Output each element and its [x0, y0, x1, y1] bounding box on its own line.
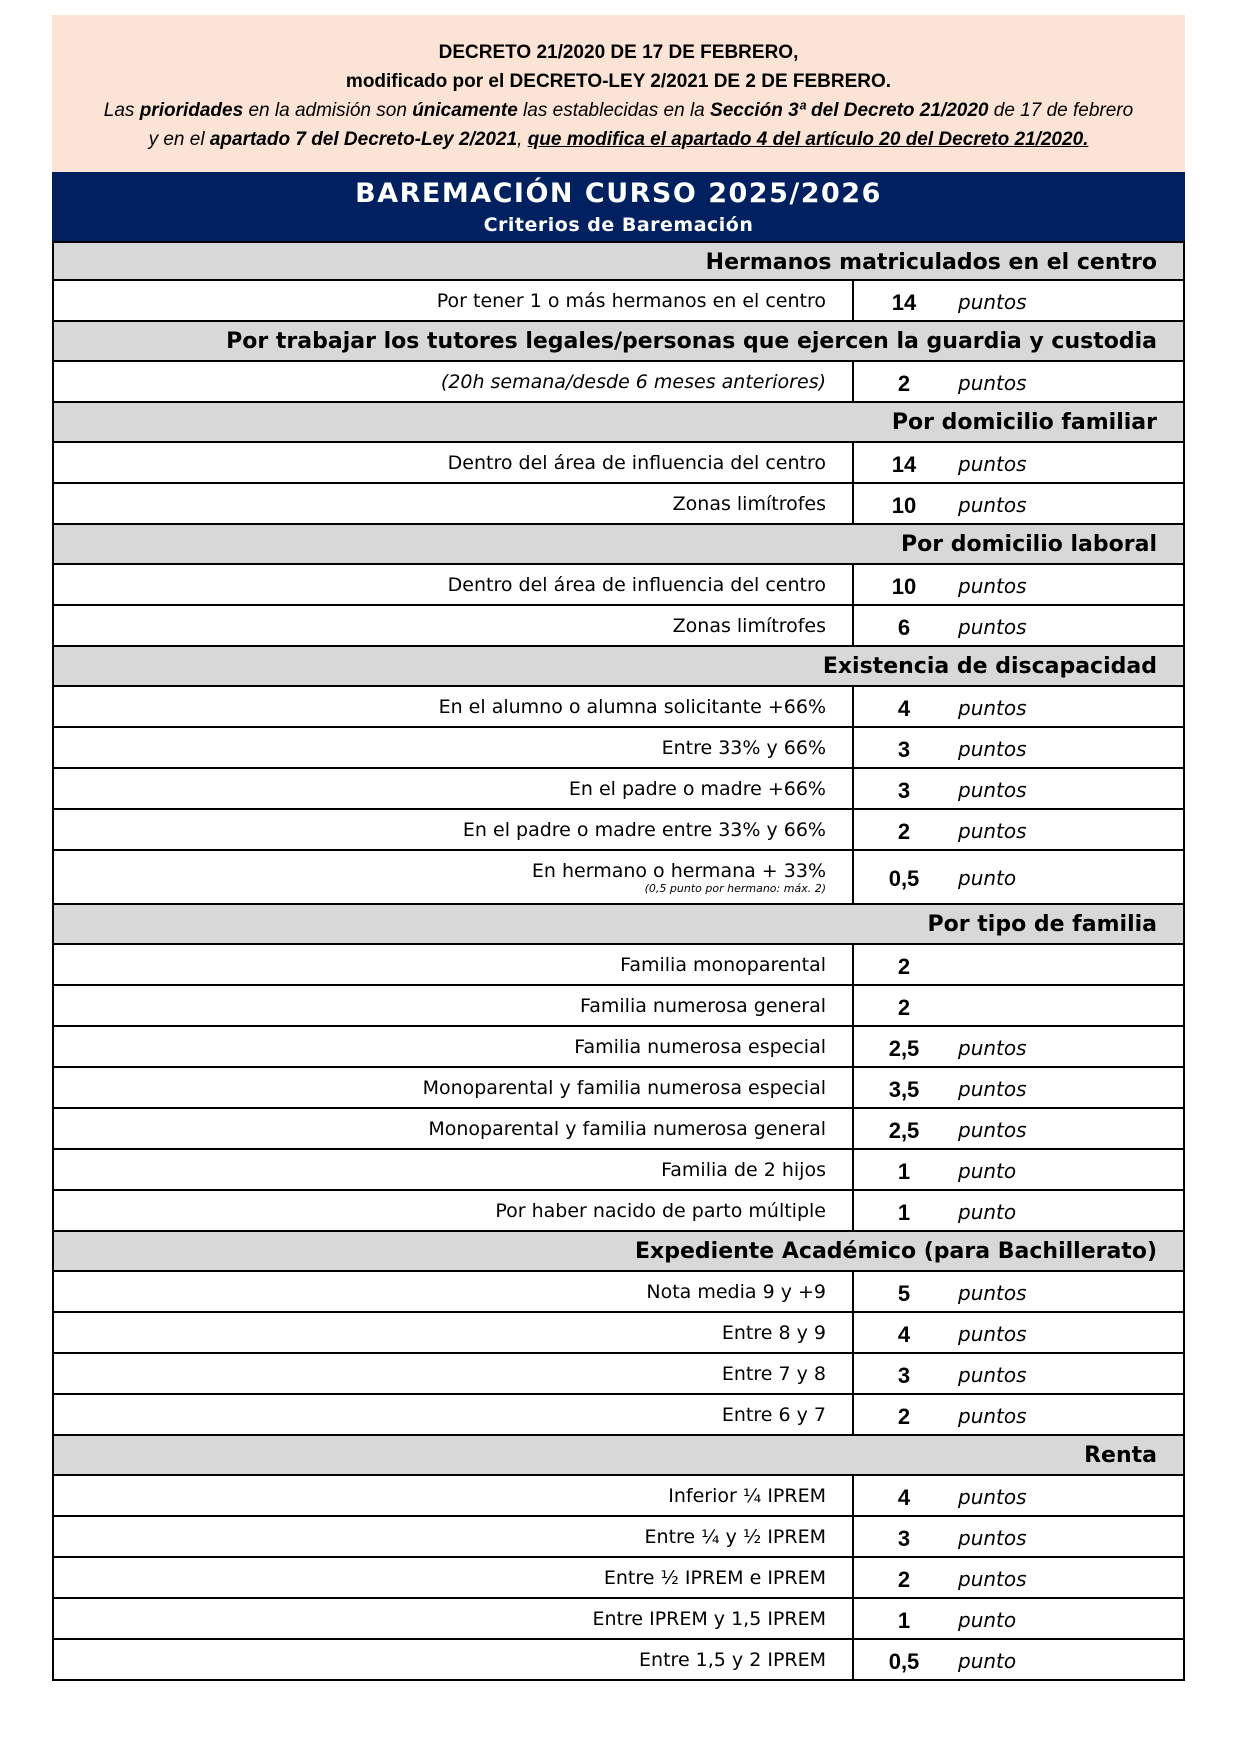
section-header: Hermanos matriculados en el centro [54, 241, 1183, 281]
criterion-row [54, 986, 1183, 1027]
criterion-row [54, 1558, 1183, 1599]
section-header: Expediente Académico (para Bachillerato) [54, 1232, 1183, 1272]
scoring-table [52, 172, 1185, 1681]
criterion-label: Inferior ¼ IPREM [668, 1484, 826, 1507]
criterion-description [54, 986, 854, 1025]
criterion-label: Entre ¼ y ½ IPREM [644, 1525, 826, 1548]
criterion-note: (0,5 punto por hermano: máx. 2) [644, 881, 826, 895]
criterion-description [54, 1150, 854, 1189]
criterion-label: Zonas limítrofes [672, 614, 826, 637]
points-unit: punto [958, 1607, 1017, 1632]
points-unit: punto [958, 1199, 1017, 1224]
points-unit: puntos [958, 1321, 1027, 1346]
points-unit: puntos [958, 1117, 1027, 1142]
criterion-row [54, 1068, 1183, 1109]
criterion-points: 1 [897, 1199, 911, 1225]
criterion-points: 10 [891, 492, 917, 518]
criterion-row [54, 565, 1183, 606]
criterion-label: Entre 8 y 9 [721, 1321, 826, 1344]
criterion-label: En el padre o madre entre 33% y 66% [462, 818, 826, 841]
section-header: Existencia de discapacidad [54, 647, 1183, 687]
criterion-points: 3 [897, 1362, 911, 1388]
criterion-row [54, 606, 1183, 647]
criterion-points: 2 [897, 818, 911, 844]
criterion-points: 3,5 [888, 1076, 920, 1102]
criterion-row [54, 1395, 1183, 1436]
criterion-points: 5 [897, 1280, 911, 1306]
criterion-row [54, 945, 1183, 986]
points-unit: puntos [958, 370, 1027, 395]
criterion-points: 3 [897, 736, 911, 762]
criterion-label: Entre 6 y 7 [721, 1403, 826, 1426]
criterion-points: 4 [897, 1484, 911, 1510]
criterion-points: 2 [897, 994, 911, 1020]
criterion-points: 2 [897, 1403, 911, 1429]
section-header: Por tipo de familia [54, 905, 1183, 945]
criterion-row [54, 769, 1183, 810]
criterion-description [54, 484, 854, 523]
points-unit: puntos [958, 1280, 1027, 1305]
criterion-label: En hermano o hermana + 33% [531, 859, 826, 882]
criterion-description [54, 1109, 854, 1148]
section-header: Por trabajar los tutores legales/personas que ejercen la guardia y custodia [54, 322, 1183, 362]
points-unit [954, 945, 1183, 984]
criterion-points: 1 [897, 1607, 911, 1633]
points-unit: puntos [958, 1076, 1027, 1101]
criterion-description [54, 565, 854, 604]
criterion-label: Familia numerosa especial [574, 1035, 826, 1058]
criterion-row [54, 851, 1183, 905]
points-unit: puntos [958, 573, 1027, 598]
criterion-row [54, 1354, 1183, 1395]
points-unit: puntos [958, 1525, 1027, 1550]
criterion-label: Dentro del área de influencia del centro [447, 451, 826, 474]
criterion-description [54, 687, 854, 726]
criterion-description [54, 362, 854, 401]
criterion-label: Por tener 1 o más hermanos en el centro [436, 289, 826, 312]
criterion-points: 4 [897, 1321, 911, 1347]
points-unit: puntos [958, 736, 1027, 761]
criterion-description [54, 1191, 854, 1230]
criterion-row [54, 1109, 1183, 1150]
criterion-row [54, 728, 1183, 769]
criterion-label: Monoparental y familia numerosa general [428, 1117, 826, 1140]
criterion-label: Familia de 2 hijos [661, 1158, 826, 1181]
criterion-description [54, 443, 854, 482]
section-header: Por domicilio laboral [54, 525, 1183, 565]
table-title: BAREMACIÓN CURSO 2025/2026 [355, 178, 882, 209]
points-unit: puntos [958, 289, 1027, 314]
points-unit: puntos [958, 777, 1027, 802]
points-unit: punto [958, 1648, 1017, 1673]
criterion-label: En el alumno o alumna solicitante +66% [438, 695, 826, 718]
criterion-row [54, 1517, 1183, 1558]
priorities-note-line1: Las prioridades en la admisión son únicamente las establecidas en la Sección 3ª del Decreto 21/2020 de 17 de febrero [103, 100, 1134, 121]
criterion-description [54, 1476, 854, 1515]
criterion-label: Nota media 9 y +9 [646, 1280, 826, 1303]
criterion-row [54, 1476, 1183, 1517]
criterion-description [54, 1027, 854, 1066]
criteria-rows [52, 241, 1185, 1681]
criterion-label: Dentro del área de influencia del centro [447, 573, 826, 596]
criterion-description [54, 1599, 854, 1638]
criterion-description [54, 1517, 854, 1556]
criterion-row [54, 484, 1183, 525]
criterion-label: Entre IPREM y 1,5 IPREM [592, 1607, 826, 1630]
criterion-points: 2,5 [888, 1117, 920, 1143]
criterion-row [54, 1027, 1183, 1068]
points-unit: puntos [958, 695, 1027, 720]
criterion-points: 14 [891, 289, 917, 315]
criterion-description [54, 1640, 854, 1679]
criterion-points: 0,5 [888, 866, 920, 891]
points-unit: puntos [958, 1362, 1027, 1387]
points-unit: puntos [958, 451, 1027, 476]
criterion-row [54, 1150, 1183, 1191]
criterion-label: Familia monoparental [620, 953, 826, 976]
criterion-points: 14 [891, 451, 917, 477]
table-banner [52, 172, 1185, 241]
table-subtitle: Criterios de Baremación [483, 214, 754, 236]
criterion-points: 0,5 [888, 1648, 920, 1674]
criterion-description [54, 281, 854, 320]
criterion-label: En el padre o madre +66% [568, 777, 826, 800]
criterion-row [54, 443, 1183, 484]
points-unit [954, 986, 1183, 1025]
criterion-points: 2,5 [888, 1035, 920, 1061]
criterion-points: 2 [897, 953, 911, 979]
points-unit: puntos [958, 1035, 1027, 1060]
criterion-label: (20h semana/desde 6 meses anteriores) [440, 370, 826, 393]
criterion-label: Por haber nacido de parto múltiple [495, 1199, 826, 1222]
criterion-description [54, 945, 854, 984]
criterion-label: Zonas limítrofes [672, 492, 826, 515]
criterion-points: 3 [897, 1525, 911, 1551]
decree-modification: modificado por el DECRETO-LEY 2/2021 DE 2 DE FEBRERO. [345, 71, 892, 92]
points-unit: puntos [958, 818, 1027, 843]
criterion-points: 3 [897, 777, 911, 803]
criterion-row [54, 1191, 1183, 1232]
criterion-row [54, 281, 1183, 322]
criterion-description [54, 1313, 854, 1352]
criterion-label: Entre ½ IPREM e IPREM [603, 1566, 826, 1589]
points-unit: puntos [958, 492, 1027, 517]
criterion-description [54, 769, 854, 808]
section-header: Por domicilio familiar [54, 403, 1183, 443]
criterion-points: 1 [897, 1158, 911, 1184]
points-unit: punto [958, 866, 1017, 890]
criterion-label: Entre 33% y 66% [661, 736, 826, 759]
points-unit: puntos [958, 1566, 1027, 1591]
criterion-description [54, 1272, 854, 1311]
criterion-row [54, 1599, 1183, 1640]
criterion-description [54, 728, 854, 767]
criterion-label: Familia numerosa general [580, 994, 826, 1017]
criterion-row [54, 810, 1183, 851]
criterion-description [54, 1354, 854, 1393]
decree-notice [52, 15, 1185, 172]
decree-title: DECRETO 21/2020 DE 17 DE FEBRERO, [438, 42, 799, 63]
criterion-description [54, 851, 854, 903]
criterion-description [54, 1558, 854, 1597]
criterion-label: Monoparental y familia numerosa especial [422, 1076, 826, 1099]
points-unit: punto [958, 1158, 1017, 1183]
criterion-description [54, 1068, 854, 1107]
section-header: Renta [54, 1436, 1183, 1476]
criterion-points: 4 [897, 695, 911, 721]
priorities-note-line2: y en el apartado 7 del Decreto-Ley 2/2021, que modifica el apartado 4 del artículo 20 del Decreto 21/2020. [148, 129, 1089, 150]
criterion-label: Entre 1,5 y 2 IPREM [639, 1648, 826, 1671]
points-unit: puntos [958, 1403, 1027, 1428]
criterion-description [54, 606, 854, 645]
criterion-description [54, 1395, 854, 1434]
points-unit: puntos [958, 1484, 1027, 1509]
criterion-points: 6 [897, 614, 911, 640]
criterion-description [54, 810, 854, 849]
criterion-row [54, 1272, 1183, 1313]
criterion-points: 2 [897, 370, 911, 396]
criterion-row [54, 687, 1183, 728]
criterion-row [54, 1313, 1183, 1354]
criterion-points: 2 [897, 1566, 911, 1592]
criterion-label: Entre 7 y 8 [721, 1362, 826, 1385]
criterion-points: 10 [891, 573, 917, 599]
criterion-row [54, 362, 1183, 403]
points-unit: puntos [958, 614, 1027, 639]
criterion-row [54, 1640, 1183, 1681]
